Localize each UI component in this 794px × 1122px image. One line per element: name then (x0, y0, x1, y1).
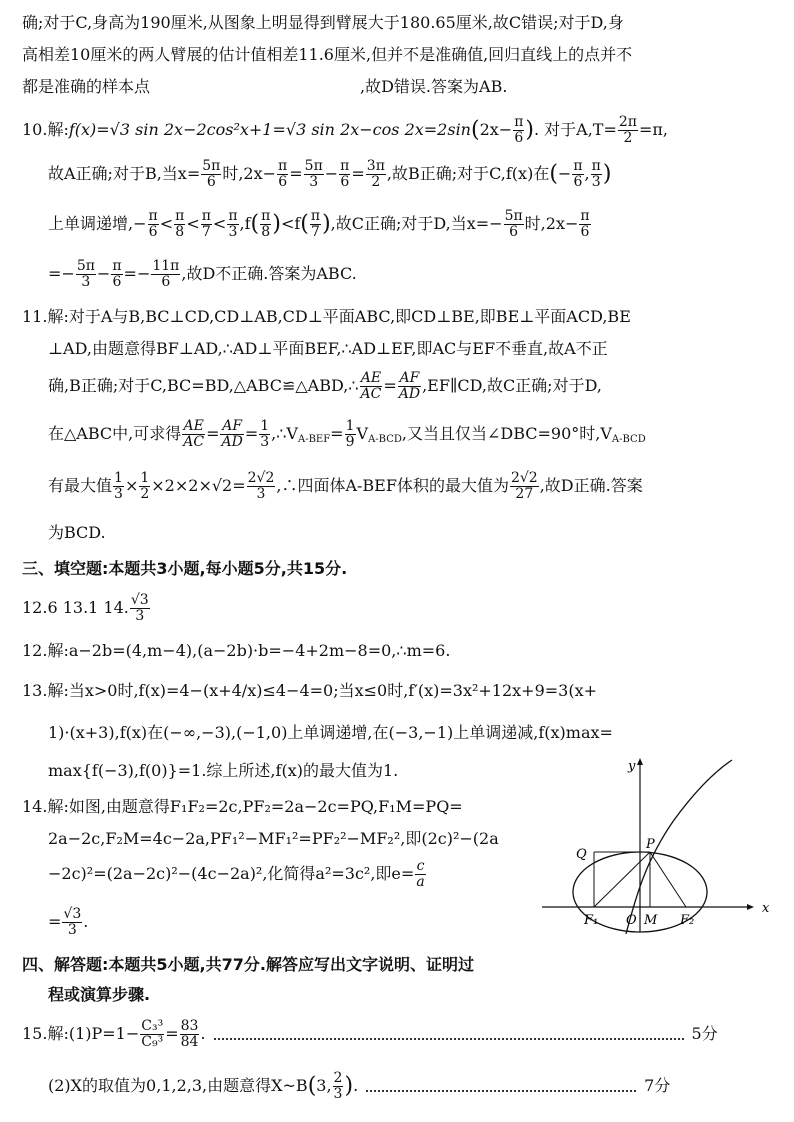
problem-14-line-3: −2c)²=(2a−2c)²−(4c−2a)²,化简得a²=3c²,即e= $\frac{c}{a}$ (48, 858, 425, 890)
fraction: $\frac{\pi}{6}$ (580, 208, 590, 240)
label-p: P (646, 837, 655, 852)
fraction: $\frac{AE}{AC}$ (183, 418, 205, 450)
fraction: $\frac{\pi}{8}$ (175, 208, 185, 240)
problem-11-line-6: 为BCD. (48, 523, 106, 542)
fraction: $\frac{AF}{AD}$ (398, 370, 421, 402)
problem-14-line-2: 2a−2c,F₂M=4c−2a,PF₁²−MF₁²=PF₂²−MF₂²,即(2c)²−(2a (48, 829, 499, 848)
fraction: $\frac{2\pi}{2}$ (618, 114, 637, 146)
label-f2: F₂ (680, 913, 695, 928)
fraction: $\frac{5\pi}{6}$ (504, 208, 523, 240)
problem-10-line-2: 故A正确;对于B,当x= $\frac{5\pi}{6}$ 时,2x− $\frac{\pi}{6}$ = $\frac{5\pi}{3}$ − $\frac{\pi}{6}$ = $\frac{3\pi}{2}$ ,故B正确;对于C,f(x)在(− $\frac{\pi}{6}$ , $\frac{\pi}{3}$ ) (48, 158, 612, 190)
problem-11-line-3: 确,B正确;对于C,BC=BD,△ABC≌△ABD,∴ $\frac{AE}{AC}$ = $\frac{AF}{AD}$ ,EF∥CD,故C正确;对于D, (48, 370, 602, 402)
problem-13-line-2: 1)·(x+3),f(x)在(−∞,−3),(−1,0)上单调递增,在(−3,−1)上单调递减,f(x)max= (48, 723, 613, 742)
text-line: 确;对于C,身高为190厘米,从图象上明显得到臂展大于180.65厘米,故C错误;对于D,身 (22, 13, 624, 32)
ellipse-figure (538, 756, 774, 934)
leader-dots (214, 1030, 684, 1040)
fraction: $\frac{1}{3}$ (260, 418, 270, 450)
label-m: M (644, 913, 658, 928)
problem-14-line-4: = $\frac{√3}{3}$ . (48, 906, 89, 938)
label-y: y (628, 759, 636, 774)
problem-13-line-3: max{f(−3),f(0)}=1.综上所述,f(x)的最大值为1. (48, 761, 399, 780)
leader-dots (366, 1082, 636, 1092)
score-5: 5分 (691, 1024, 718, 1043)
problem-10-line-3: 上单调递增,− $\frac{\pi}{6}$ < $\frac{\pi}{8}$ < $\frac{\pi}{7}$ < $\frac{\pi}{3}$ ,f( $\frac{\pi}{8}$ )<f( $\frac{\pi}{7}$ ),故C正确;对于D,当x=− $\frac{5\pi}{6}$ 时,2x− $\frac{\pi}{6}$ (48, 208, 590, 240)
fraction: $\frac{1}{3}$ (114, 470, 123, 502)
x-axis-arrow-icon (747, 904, 754, 910)
fraction: $\frac{c}{a}$ (416, 858, 425, 890)
fraction: $\frac{AF}{AD}$ (221, 418, 243, 450)
y-axis-arrow-icon (637, 758, 643, 765)
fraction: $\frac{AE}{AC}$ (360, 370, 382, 402)
fraction: $\frac{\text{C₃³}}{\text{C₉³}}$ (141, 1018, 164, 1050)
fraction: $\frac{5\pi}{3}$ (304, 158, 323, 190)
problem-11-line-1: 11.解:对于A与B,BC⊥CD,CD⊥AB,CD⊥平面ABC,即CD⊥BE,即BE⊥平面ACD,BE (22, 307, 631, 326)
fraction: $\frac{√3}{3}$ (63, 906, 82, 938)
fraction: $\frac{2}{3}$ (333, 1070, 343, 1102)
problem-12: 12.解:a−2b=(4,m−4),(a−2b)·b=−4+2m−8=0,∴m=6. (22, 641, 451, 660)
fraction: $\frac{2√2}{3}$ (247, 470, 275, 502)
problem-10-line-1: 10.解:f(x)=√3 sin 2x−2cos²x+1=√3 sin 2x−cos 2x=2sin(2x− $\frac{\pi}{6}$ ). 对于A,T= $\frac{2\pi}{2}$ =π, (22, 114, 669, 146)
fraction: $\frac{3\pi}{2}$ (366, 158, 385, 190)
fraction: $\frac{\pi}{6}$ (573, 158, 583, 190)
problem-10-line-4: =− $\frac{5\pi}{3}$ − $\frac{\pi}{6}$ =− $\frac{11\pi}{6}$ ,故D不正确.答案为ABC. (48, 258, 357, 290)
fraction: $\frac{5\pi}{6}$ (202, 158, 221, 190)
fraction: $\frac{\pi}{3}$ (591, 158, 601, 190)
parabola-curve (626, 760, 732, 934)
fraction: $\frac{2√2}{27}$ (510, 470, 538, 502)
fraction: $\frac{√3}{3}$ (130, 592, 149, 624)
section-3-heading: 三、填空题:本题共3小题,每小题5分,共15分. (22, 559, 348, 578)
text-line: 都是准确的样本点 ,故D错误.答案为AB. (22, 77, 508, 96)
fraction: $\frac{\pi}{6}$ (148, 208, 158, 240)
fraction: $\frac{\pi}{7}$ (310, 208, 321, 240)
fraction: $\frac{\pi}{6}$ (112, 258, 122, 290)
fraction: $\frac{\pi}{3}$ (228, 208, 238, 240)
label-f1: F₁ (584, 913, 599, 928)
fraction: $\frac{\pi}{6}$ (278, 158, 288, 190)
fraction: $\frac{\pi}{6}$ (340, 158, 350, 190)
section-4-heading-cont: 程或演算步骤. (48, 985, 151, 1004)
label-o: O (626, 913, 637, 928)
problem-15-line-2: (2)X的取值为0,1,2,3,由题意得X~B(3, $\frac{2}{3}$ ). 7分 (48, 1070, 671, 1102)
score-7: 7分 (644, 1076, 671, 1095)
fraction: $\frac{5\pi}{3}$ (76, 258, 95, 290)
fraction: $\frac{1}{9}$ (345, 418, 355, 450)
problem-11-line-4: 在△ABC中,可求得 $\frac{AE}{AC}$ = $\frac{AF}{AD}$ = $\frac{1}{3}$ $,\therefore V_{A-BEF}=$ $\frac{1}{9}$ $V_{A-BCD}$,又当且仅当∠DBC=90°时$,V_{A-BCD}$ (48, 418, 646, 450)
problem-11-line-2: ⊥AD,由题意得BF⊥AD,∴AD⊥平面BEF,∴AD⊥EF,即AC与EF不垂直,故A不正 (48, 339, 608, 358)
answers-line: 12.6 13.1 14. $\frac{√3}{3}$ (22, 592, 149, 624)
problem-15-line-1: 15.解:(1)P=1− $\frac{\text{C₃³}}{\text{C₉³}}$ = $\frac{83}{84}$ . 5分 (22, 1018, 718, 1050)
problem-14-line-1: 14.解:如图,由题意得F₁F₂=2c,PF₂=2a−2c=PQ,F₁M=PQ= (22, 797, 463, 816)
fraction: $\frac{\pi}{6}$ (514, 114, 524, 146)
fraction: $\frac{11\pi}{6}$ (152, 258, 180, 290)
label-q: Q (576, 847, 587, 862)
fraction: $\frac{\pi}{7}$ (201, 208, 211, 240)
fraction: $\frac{83}{84}$ (180, 1018, 199, 1050)
label-x: x (762, 901, 770, 916)
problem-11-line-5: 有最大值 $\frac{1}{3}$ × $\frac{1}{2}$ ×2×2×√2= $\frac{2√2}{3}$ ,∴四面体A-BEF体积的最大值为 $\frac{2√2}{27}$ ,故D正确.答案 (48, 470, 643, 502)
segment-f1-p (594, 852, 650, 907)
section-4-heading: 四、解答题:本题共5小题,共77分.解答应写出文字说明、证明过 (22, 955, 474, 974)
problem-13-line-1: 13.解:当x>0时,f(x)=4−(x+4/x)≤4−4=0;当x≤0时,f′(x)=3x²+12x+9=3(x+ (22, 681, 598, 700)
text-line: 高相差10厘米的两人臂展的估计值相差11.6厘米,但并不是准确值,回归直线上的点并不 (22, 45, 633, 64)
fraction: $\frac{\pi}{8}$ (261, 208, 271, 240)
fraction: $\frac{1}{2}$ (140, 470, 150, 502)
